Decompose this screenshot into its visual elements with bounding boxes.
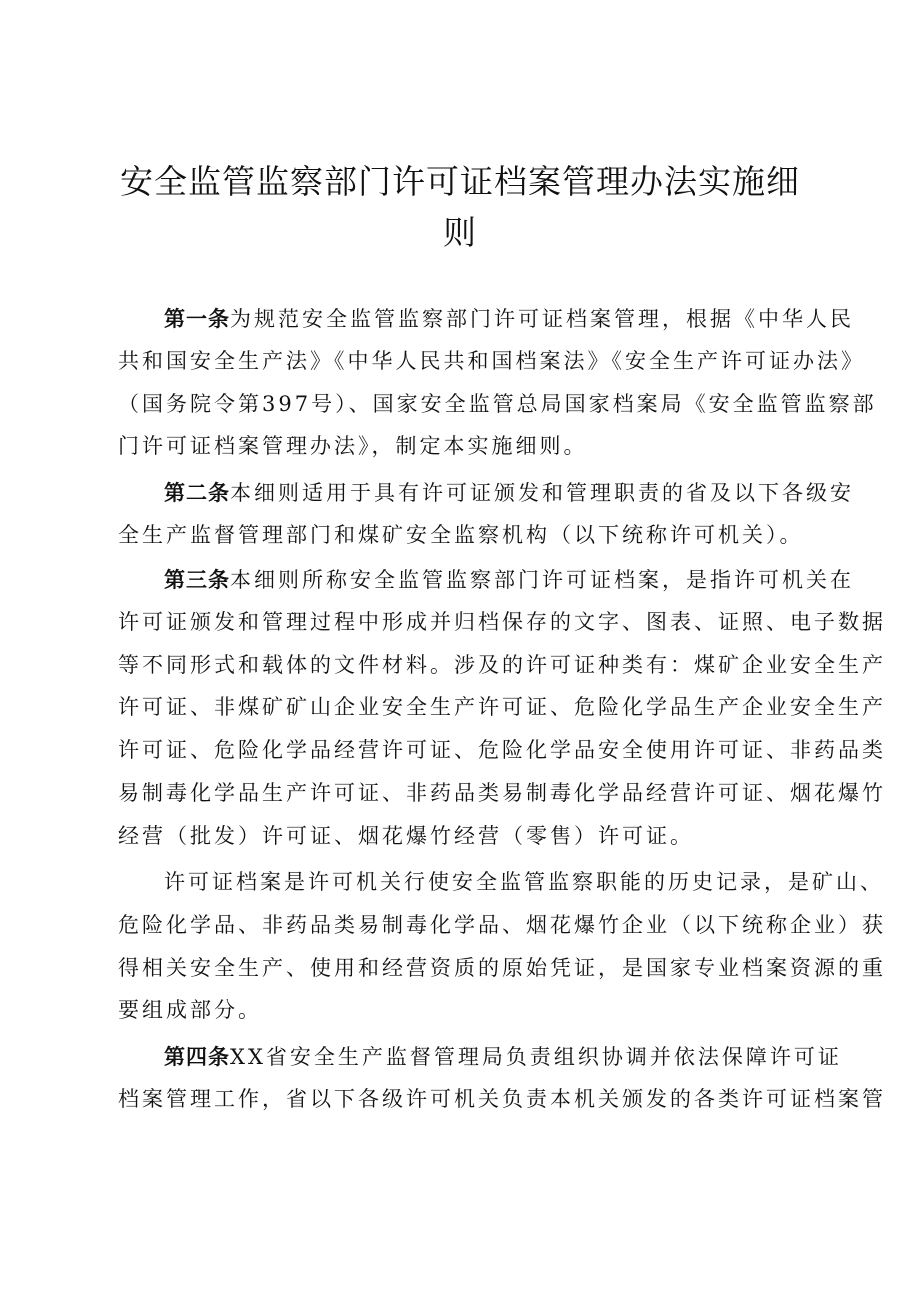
article-3-line-4: 许可证、非煤矿矿山企业安全生产许可证、危险化学品生产企业安全生产 [118, 695, 886, 719]
document-title-line-1: 安全监管监察部门许可证档案管理办法实施细 [120, 162, 800, 201]
article-1-line-2: 共和国安全生产法》《中华人民共和国档案法》《安全生产许可证办法》 [118, 349, 865, 373]
article-1-text: 为规范安全监管监察部门许可证档案管理，根据《中华人民 [230, 307, 854, 331]
article-3-line-3: 等不同形式和载体的文件材料。涉及的许可证种类有：煤矿企业安全生产 [118, 653, 886, 677]
paragraph-line-4: 要组成部分。 [118, 998, 262, 1022]
article-4-line-2: 档案管理工作，省以下各级许可机关负责本机关颁发的各类许可证档案管 [118, 1087, 886, 1111]
article-4-text: XX省安全生产监督管理局负责组织协调并依法保障许可证 [230, 1045, 842, 1069]
article-3-text: 本细则所称安全监管监察部门许可证档案，是指许可机关在 [230, 568, 854, 592]
document-title-line-2: 则 [443, 213, 477, 252]
article-3-line-5: 许可证、危险化学品经营许可证、危险化学品安全使用许可证、非药品类 [118, 738, 886, 762]
paragraph-line-3: 得相关安全生产、使用和经营资质的原始凭证，是国家专业档案资源的重 [118, 956, 886, 980]
article-3-line-7: 经营（批发）许可证、烟花爆竹经营（零售）许可证。 [118, 824, 694, 848]
article-1-line-1 [164, 299, 854, 339]
article-1-line-4: 门许可证档案管理办法》，制定本实施细则。 [118, 434, 588, 458]
article-3-line-2: 许可证颁发和管理过程中形成并归档保存的文字、图表、证照、电子数据 [118, 610, 886, 634]
article-2-text: 本细则适用于具有许可证颁发和管理职责的省及以下各级安 [230, 481, 854, 505]
article-4-heading: 第四条 [164, 1045, 230, 1069]
article-1-line-3: （国务院令第397号）、国家安全监管总局国家档案局《安全监管监察部 [118, 392, 877, 416]
paragraph-line-2: 危险化学品、非药品类易制毒化学品、烟花爆竹企业（以下统称企业）获 [118, 913, 886, 937]
article-3-line-1 [164, 560, 854, 600]
article-1-heading: 第一条 [164, 307, 230, 331]
article-2-line-1 [164, 473, 854, 513]
article-3-line-6: 易制毒化学品生产许可证、非药品类易制毒化学品经营许可证、烟花爆竹 [118, 781, 886, 805]
article-2-line-2: 全生产监督管理部门和煤矿安全监察机构（以下统称许可机关）。 [118, 523, 804, 547]
article-4-line-1 [164, 1037, 842, 1077]
article-2-heading: 第二条 [164, 481, 230, 505]
article-3-heading: 第三条 [164, 568, 230, 592]
paragraph-line-1: 许可证档案是许可机关行使安全监管监察职能的历史记录，是矿山、 [164, 870, 884, 894]
